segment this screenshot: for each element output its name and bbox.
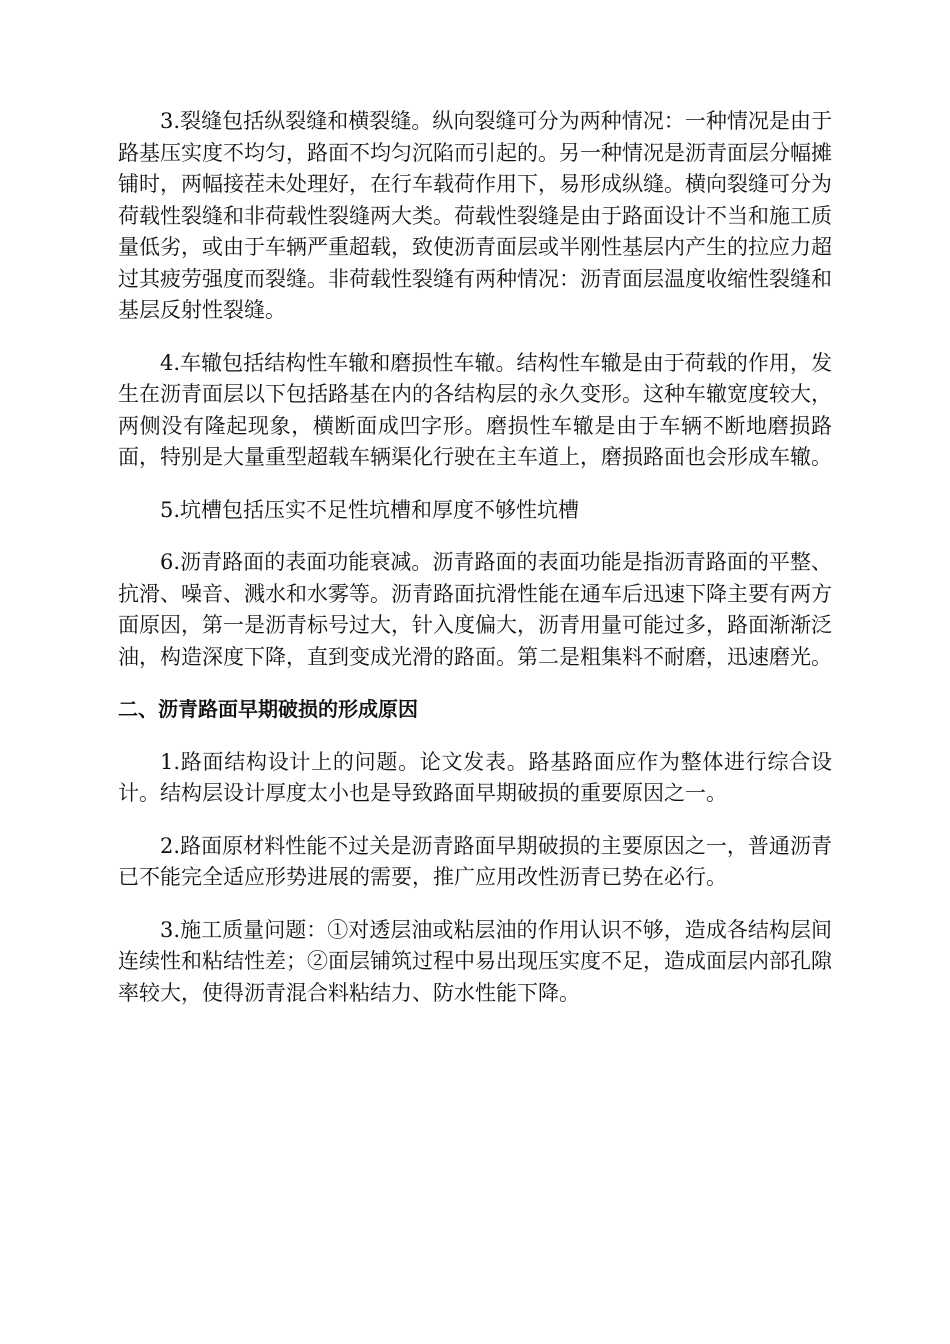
paragraph-surface-function: 6.沥青路面的表面功能衰减。沥青路面的表面功能是指沥青路面的平整、抗滑、噪音、溅水和水雾等。沥青路面抗滑性能在通车后迅速下降主要有两方面原因，第一是沥青标号过大，针入度偏大，沥青用量可能过多，路面渐渐泛油，构造深度下降，直到变成光滑的路面。第二是粗集料不耐磨，迅速磨光。	[118, 550, 832, 669]
document-page	[118, 106, 832, 1030]
paragraph-raw-materials: 2.路面原材料性能不过关是沥青路面早期破损的主要原因之一，普通沥青已不能完全适应形势进展的需要，推广应用改性沥青已势在必行。	[118, 833, 832, 889]
paragraph-construction-quality: 3.施工质量问题：①对透层油或粘层油的作用认识不够，造成各结构层间连续性和粘结性差；②面层铺筑过程中易出现压实度不足，造成面层内部孔隙率较大，使得沥青混合料粘结力、防水性能下降。	[118, 917, 832, 1005]
paragraph-potholes: 5.坑槽包括压实不足性坑槽和厚度不够性坑槽	[160, 497, 580, 522]
section-heading: 二、沥青路面早期破损的形成原因	[118, 697, 418, 721]
paragraph-structural-design: 1.路面结构设计上的问题。论文发表。路基路面应作为整体进行综合设计。结构层设计厚度太小也是导致路面早期破损的重要原因之一。	[118, 749, 832, 805]
paragraph-rutting: 4.车辙包括结构性车辙和磨损性车辙。结构性车辙是由于荷载的作用，发生在沥青面层以下包括路基在内的各结构层的永久变形。这种车辙宽度较大，两侧没有隆起现象，横断面成凹字形。磨损性车辙是由于车辆不断地磨损路面，特别是大量重型超载车辆渠化行驶在主车道上，磨损路面也会形成车辙。	[118, 350, 832, 469]
paragraph-cracks: 3.裂缝包括纵裂缝和横裂缝。纵向裂缝可分为两种情况：一种情况是由于路基压实度不均匀，路面不均匀沉陷而引起的。另一种情况是沥青面层分幅摊铺时，两幅接茬未处理好，在行车载荷作用下，易形成纵缝。横向裂缝可分为荷载性裂缝和非荷载性裂缝两大类。荷载性裂缝是由于路面设计不当和施工质量低劣，或由于车辆严重超载，致使沥青面层或半刚性基层内产生的拉应力超过其疲劳强度而裂缝。非荷载性裂缝有两种情况：沥青面层温度收缩性裂缝和基层反射性裂缝。	[118, 109, 832, 322]
